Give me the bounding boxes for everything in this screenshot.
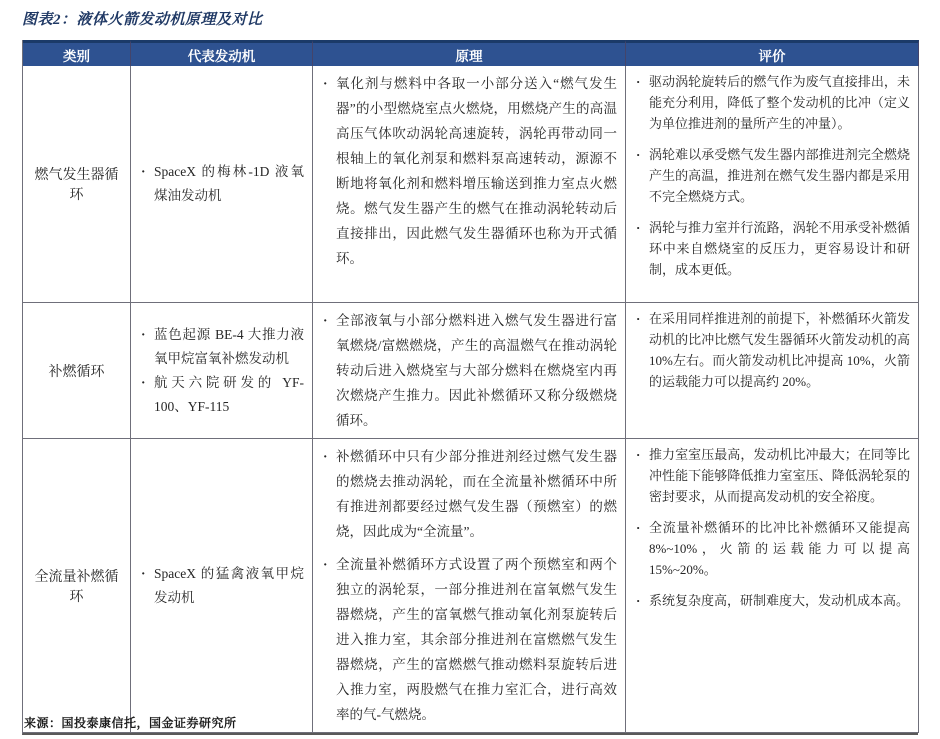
category-cell-gas-generator-cycle: 燃气发生器循环 [23,66,131,303]
source-note: 来源：国投泰康信托，国金证券研究所 [24,716,237,730]
principle-item: · 补燃循环中只有少部分推进剂经过燃气发生器的燃烧去推动涡轮，而在全流量补燃循环中所有推进剂都要经过燃气发生器（预燃室）的燃烧，因此成为“全流量”。 [321,444,617,544]
category-cell-staged-combustion-cycle: 补燃循环 [23,303,131,439]
evaluation-cell [626,66,919,303]
engine-comparison-table [22,40,918,735]
principle-item: · 全流量补燃循环方式设置了两个预燃室和两个独立的涡轮泵，一部分推进剂在富氧燃气发生器燃烧，产生的富氧燃气推动氧化剂泵旋转后进入推力室，其余部分推进剂在富燃燃气发生器燃烧，产生的富燃燃气推动燃料泵旋转后进入推力室，两股燃气在推力室汇合，进行高效率的气-气燃烧。 [321,552,617,727]
engine-item: · SpaceX 的梅林-1D 液氧煤油发动机 [139,160,304,208]
category-cell-full-flow-staged-combustion-cycle: 全流量补燃循环 [23,439,131,733]
engines-cell [131,439,313,733]
engines-cell [131,303,313,439]
engine-item: · 蓝色起源 BE-4 大推力液氧甲烷富氧补燃发动机 [139,323,304,371]
page-title: 图表2：液体火箭发动机原理及对比 [22,12,263,28]
evaluation-item: · 在采用同样推进剂的前提下，补燃循环火箭发动机的比冲比燃气发生器循环火箭发动机的高 10%左右。而火箭发动机比冲提高 10%，火箭的运载能力可以提高约 20%。 [634,308,910,392]
principle-item: · 全部液氧与小部分燃料进入燃气发生器进行富氧燃烧/富燃燃烧，产生的高温燃气在推动涡轮转动后进入燃烧室与大部分燃料在燃烧室内再次燃烧产生推力。因此补燃循环又称分级燃烧循环。 [321,308,617,433]
engine-item: · SpaceX 的猛禽液氧甲烷发动机 [139,562,304,610]
column-header-principle: 原理 [313,40,626,66]
evaluation-cell [626,303,919,439]
principle-cell [313,303,626,439]
evaluation-cell [626,439,919,733]
column-header-category: 类别 [23,40,131,66]
evaluation-item: · 涡轮难以承受燃气发生器内部推进剂完全燃烧产生的高温，推进剂在燃气发生器内都是采用不完全燃烧方式。 [634,144,910,207]
principle-item: · 氧化剂与燃料中各取一小部分送入“燃气发生器”的小型燃烧室点火燃烧，用燃烧产生的高温高压气体吹动涡轮高速旋转，涡轮再带动同一根轴上的氧化剂泵和燃料泵高速转动，源源不断地将氧化剂和燃料增压输送到推力室点火燃烧。燃气发生器产生的燃气在推动涡轮转动后直接排出，因此燃气发生器循环也称为开式循环。 [321,71,617,271]
principle-cell [313,439,626,733]
evaluation-item: · 涡轮与推力室并行流路，涡轮不用承受补燃循环中来自燃烧室的反压力，更容易设计和研制，成本更低。 [634,217,910,280]
engines-cell [131,66,313,303]
evaluation-item: · 全流量补燃循环的比冲比补燃循环又能提高 8%~10%，火箭的运载能力可以提高 15%~20%。 [634,517,910,580]
column-header-evaluation: 评价 [626,40,919,66]
column-header-engines: 代表发动机 [131,40,313,66]
evaluation-item: · 系统复杂度高，研制难度大，发动机成本高。 [634,590,910,611]
principle-cell [313,66,626,303]
engine-item: · 航天六院研发的 YF-100、YF-115 [139,371,304,419]
evaluation-item: · 推力室室压最高，发动机比冲最大；在同等比冲性能下能够降低推力室室压、降低涡轮泵的密封要求，从而提高发动机的安全裕度。 [634,444,910,507]
evaluation-item: · 驱动涡轮旋转后的燃气作为废气直接排出，未能充分利用，降低了整个发动机的比冲（定义为单位推进剂的量所产生的冲量）。 [634,71,910,134]
